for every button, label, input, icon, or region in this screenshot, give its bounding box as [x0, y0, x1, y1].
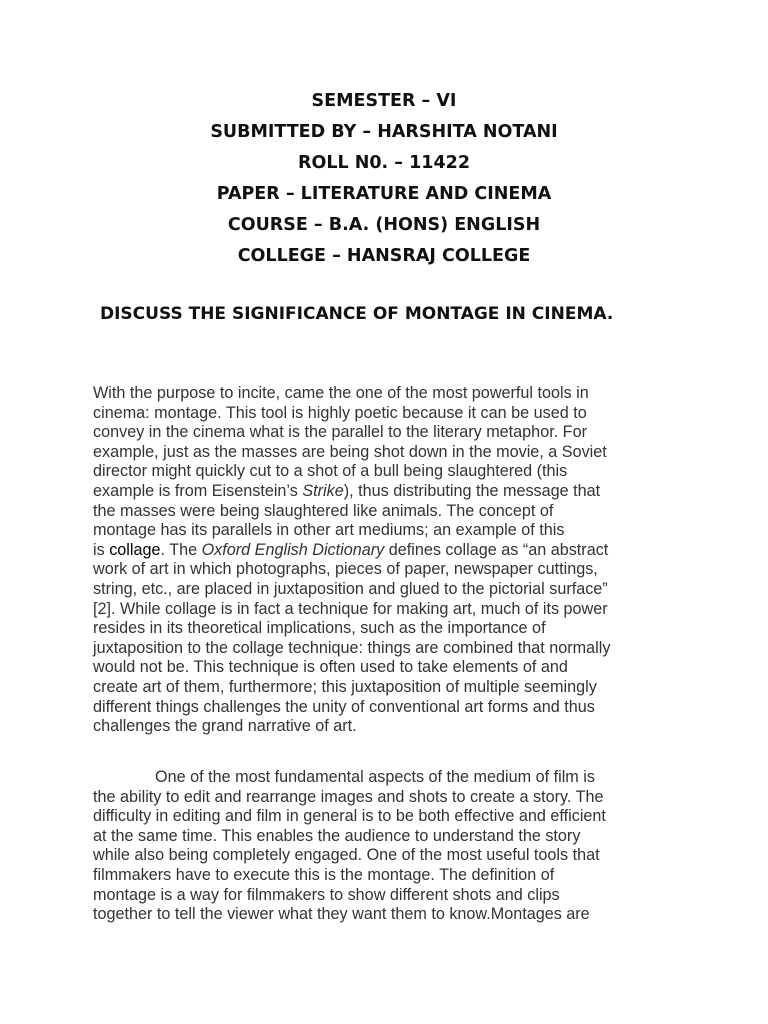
text-line: different things challenges the unity of conventional art forms and thus	[93, 697, 595, 716]
text-run: defines collage as “an abstract	[384, 540, 609, 559]
text-line: the ability to edit and rearrange images and shots to create a story. The	[93, 787, 604, 806]
text-line: filmmakers have to execute this is the montage. The definition of	[93, 865, 555, 884]
text-line: string, etc., are placed in juxtaposition and glued to the pictorial surface”	[93, 579, 608, 598]
text-run: . The	[160, 540, 202, 559]
title-block	[0, 86, 768, 272]
semester-line: SEMESTER – VI	[311, 91, 457, 111]
text-run: One of the most fundamental aspects of the medium of film is	[155, 768, 595, 786]
roll-number-line: ROLL N0. – 11422	[297, 153, 471, 173]
text-line: the masses were being slaughtered like animals. The concept of	[93, 501, 554, 520]
body-paragraph-1	[93, 384, 693, 737]
film-title-strike: Strike	[302, 481, 344, 500]
course-line: COURSE – B.A. (HONS) ENGLISH	[227, 215, 541, 235]
text-line: example, just as the masses are being shot down in the movie, a Soviet	[93, 442, 607, 461]
text-run: is	[93, 540, 110, 559]
text-line: director might quickly cut to a shot of a bull being slaughtered (this	[93, 462, 568, 481]
text-line: work of art in which photographs, pieces of paper, newspaper cuttings,	[93, 560, 598, 579]
dictionary-title: Oxford English Dictionary	[201, 540, 385, 559]
text-line: resides in its theoretical implications, such as the importance of	[93, 619, 546, 638]
text-line: cinema: montage. This tool is highly poetic because it can be used to	[93, 403, 587, 422]
text-line: create art of them, furthermore; this juxtaposition of multiple seemingly	[93, 677, 597, 696]
college-line: COLLEGE – HANSRAJ COLLEGE	[237, 246, 531, 266]
text-line: while also being completely engaged. One of the most useful tools that	[93, 846, 600, 865]
text-line: montage is a way for filmmakers to show different shots and clips	[93, 885, 560, 904]
paper-line: PAPER – LITERATURE AND CINEMA	[216, 184, 552, 204]
collage-term: collage	[109, 540, 161, 559]
submitted-by-line: SUBMITTED BY – HARSHITA NOTANI	[210, 122, 558, 142]
text-run: example is from Eisenstein’s	[93, 481, 303, 500]
text-line	[93, 541, 693, 561]
text-line: juxtaposition to the collage technique: things are combined that normally	[93, 638, 611, 657]
text-line: With the purpose to incite, came the one of the most powerful tools in	[93, 384, 589, 402]
text-line: would not be. This technique is often used to take elements of and	[93, 658, 568, 677]
text-line: difficulty in editing and film in general is to be both effective and efficient	[93, 807, 606, 826]
text-line: together to tell the viewer what they want them to know.Montages are	[93, 905, 590, 924]
text-line	[93, 768, 693, 788]
text-line: convey in the cinema what is the parallel to the literary metaphor. For	[93, 423, 587, 442]
text-line: [2]. While collage is in fact a technique for making art, much of its power	[93, 599, 608, 618]
text-line: at the same time. This enables the audience to understand the story	[93, 826, 581, 845]
body-paragraph-2	[93, 768, 693, 925]
essay-question: DISCUSS THE SIGNIFICANCE OF MONTAGE IN CINEMA.	[100, 304, 614, 324]
text-line: challenges the grand narrative of art.	[93, 717, 357, 736]
text-line: montage has its parallels in other art mediums; an example of this	[93, 521, 565, 540]
text-line	[93, 482, 693, 502]
text-run: ), thus distributing the message that	[343, 481, 601, 500]
